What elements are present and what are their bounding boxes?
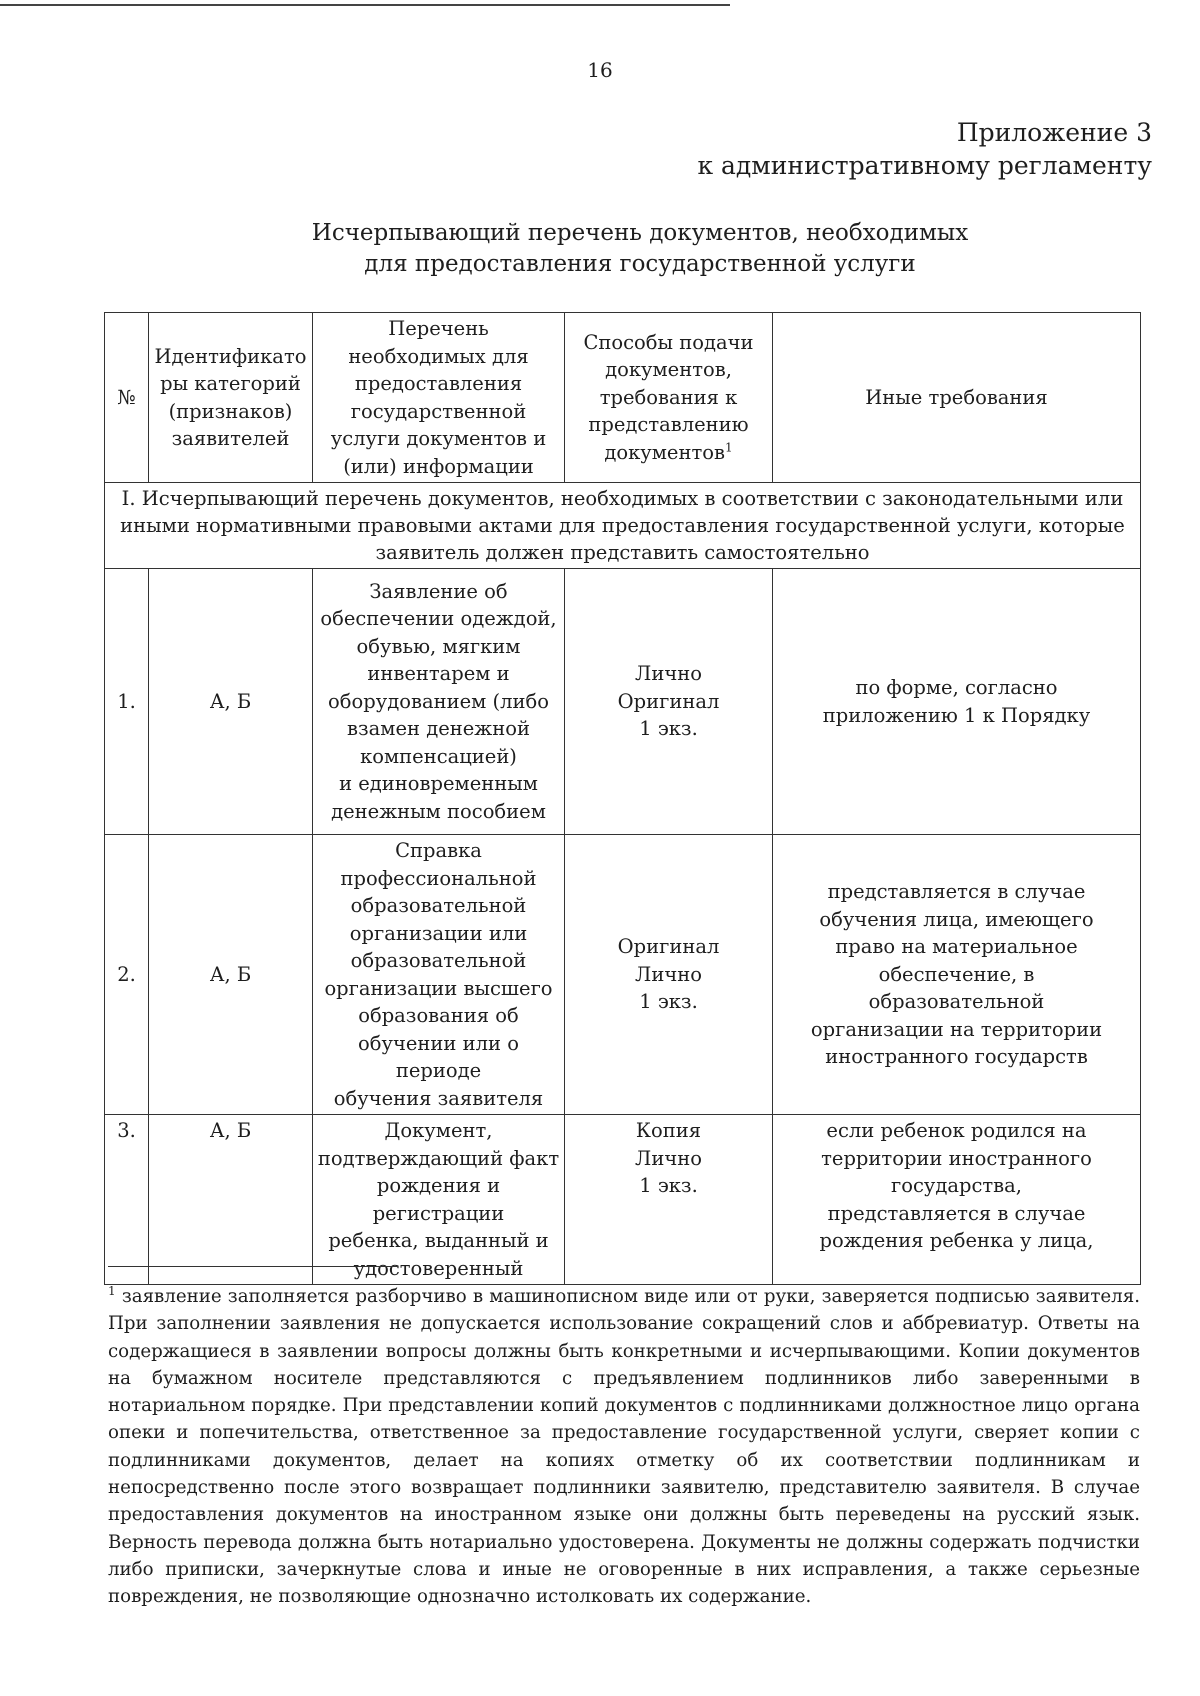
row-other [773, 1115, 1141, 1285]
footnote-reference: 1 [724, 440, 733, 455]
cell-line: если ребенок родился на [826, 1119, 1087, 1142]
row-number: 2. [105, 835, 149, 1115]
row-number: 1. [105, 569, 149, 835]
annex-line: Приложение 3 [956, 118, 1152, 147]
row-other [773, 569, 1141, 835]
cell-line: Оригинал [617, 689, 720, 713]
header-line: Способы подачи [583, 330, 754, 354]
cell-line: Лично [635, 1146, 702, 1170]
cell-line: оборудованием (либо [328, 689, 549, 713]
cell-line: организации на территории [810, 1017, 1103, 1041]
header-line: Перечень необходимых [348, 317, 489, 368]
cell-line: профессиональной [340, 866, 537, 890]
document-title [180, 218, 1100, 280]
cell-line: обеспечении одеждой, [320, 607, 557, 631]
row-number: 3. [105, 1115, 149, 1285]
cell-line: и единовременным [339, 772, 538, 796]
cell-line: право на материальное [835, 935, 1078, 959]
cell-line: по форме, согласно [855, 676, 1058, 699]
cell-line: компенсацией) [360, 744, 517, 768]
cell-line: обучения заявителя [333, 1086, 544, 1110]
row-document [313, 1115, 565, 1285]
table-row [105, 835, 1141, 1115]
cell-line: подтверждающий факт [317, 1146, 560, 1170]
header-line: информации [403, 454, 534, 478]
cell-line: обучения лица, имеющего [819, 907, 1094, 931]
cell-line: образовательной [350, 949, 527, 972]
row-other [773, 835, 1141, 1115]
header-line: документов, [605, 358, 732, 382]
cell-line: рождения и регистрации [372, 1174, 505, 1225]
cell-line: инвентарем и [367, 662, 510, 686]
cell-line: приложению 1 к Порядку [822, 703, 1091, 727]
footnote-divider [108, 1266, 398, 1267]
annex-line: к административному регламенту [697, 151, 1152, 180]
cell-line: удостоверенный [353, 1256, 524, 1280]
section-row [105, 483, 1141, 569]
cell-line: иностранного государств [825, 1045, 1088, 1069]
table-row [105, 569, 1141, 835]
header-line: для предоставления [354, 344, 529, 395]
header-line: Идентификато [154, 344, 307, 368]
requirements-table [104, 312, 1141, 1285]
table-header-row [105, 313, 1141, 483]
title-line: для предоставления государственной услуги [364, 251, 916, 277]
cell-line: представляется в случае [827, 880, 1086, 904]
footnote-text: заявление заполняется разборчиво в машинописном виде или от руки, заверяется подписью заявителя. При заполнении заявления не допускается использование сокращений слов и аббревиатур. Ответы на содержащиеся в заявлении вопросы должны быть конкретными и исчерпывающими. Копии документов на бумажном носителе представляются с предъявлением подлинников либо заверенными в нотариальном порядке. При представлении копий документов с подлинниками должностное лицо органа опеки и попечительства, ответственное за предоставление государственной услуги, сверяет копии с подлинниками документов, делает на копиях отметку об их соответствии подлинникам и непосредственно после этого возвращает подлинники заявителю, представителю заявителя. В случае предоставления документов на иностранном языке они должны быть переведены на русский язык. Верность перевода должна быть нотариально удостоверена. Документы не должны содержать подчистки либо приписки, зачеркнутые слова и иные не оговоренные в них исправления, а также серьезные повреждения, не позволяющие однозначно истолковать их содержание. [108, 1286, 1140, 1608]
row-method [565, 1115, 773, 1285]
cell-line: обеспечение, в [878, 962, 1035, 986]
header-other: Иные требования [773, 313, 1141, 483]
row-category: А, Б [149, 569, 313, 835]
header-line: документов и (или) [343, 427, 547, 478]
cell-line: Заявление об [369, 579, 508, 603]
footnote-mark: 1 [108, 1283, 116, 1298]
row-document [313, 835, 565, 1115]
cell-line: Лично [635, 962, 702, 986]
cell-line: взамен денежной [347, 717, 530, 741]
cell-line: 1 экз. [639, 990, 698, 1014]
page-number: 16 [587, 58, 613, 82]
header-methods [565, 313, 773, 483]
row-method [565, 569, 773, 835]
cell-line: обувью, мягким [356, 634, 521, 658]
header-line: представлению [588, 413, 749, 437]
cell-line: обучении или о периоде [358, 1031, 519, 1082]
header-line: требования к [599, 385, 738, 409]
cell-line: рождения ребенка у лица, [819, 1229, 1094, 1252]
cell-line: образовательной [350, 894, 527, 917]
header-category [149, 313, 313, 483]
cell-line: организации или [349, 921, 528, 945]
title-line: Исчерпывающий перечень документов, необходимых [311, 220, 969, 246]
header-line: заявителей [171, 427, 290, 450]
scan-edge-rule [0, 4, 730, 6]
row-method [565, 835, 773, 1115]
cell-line: организации высшего [324, 976, 553, 1000]
row-category: А, Б [149, 835, 313, 1115]
row-document [313, 569, 565, 835]
header-line-text: документов [604, 440, 725, 464]
cell-line: представляется в случае [827, 1201, 1086, 1225]
header-line: государственной услуги [330, 399, 527, 450]
header-documents [313, 313, 565, 483]
cell-line: государства, [891, 1174, 1022, 1197]
cell-line: Копия [635, 1119, 702, 1142]
cell-line: 1 экз. [639, 717, 698, 741]
cell-line: Документ, [384, 1119, 493, 1142]
header-num: № [105, 313, 149, 483]
header-line [604, 441, 732, 464]
cell-line: Оригинал [617, 935, 720, 959]
cell-line: образовательной [868, 990, 1045, 1014]
section-title: I. Исчерпывающий перечень документов, необходимых в соответствии с законодательными или иными нормативными правовыми актами для предоставления государственной услуги, которые заявитель должен представить самостоятельно [105, 483, 1141, 569]
row-category: А, Б [149, 1115, 313, 1285]
cell-line: 1 экз. [639, 1174, 698, 1197]
cell-line: Справка [395, 839, 482, 862]
cell-line: Лично [635, 662, 702, 686]
footnote [108, 1283, 1140, 1611]
header-line: (признаков) [168, 399, 293, 423]
header-line: ры категорий [160, 372, 301, 395]
annex-caption [697, 116, 1152, 182]
cell-line: ребенка, выданный и [328, 1229, 549, 1252]
cell-line: денежным пособием [331, 799, 546, 823]
cell-line: территории иностранного [821, 1146, 1092, 1170]
cell-line: образования об [358, 1004, 519, 1027]
table-row [105, 1115, 1141, 1285]
